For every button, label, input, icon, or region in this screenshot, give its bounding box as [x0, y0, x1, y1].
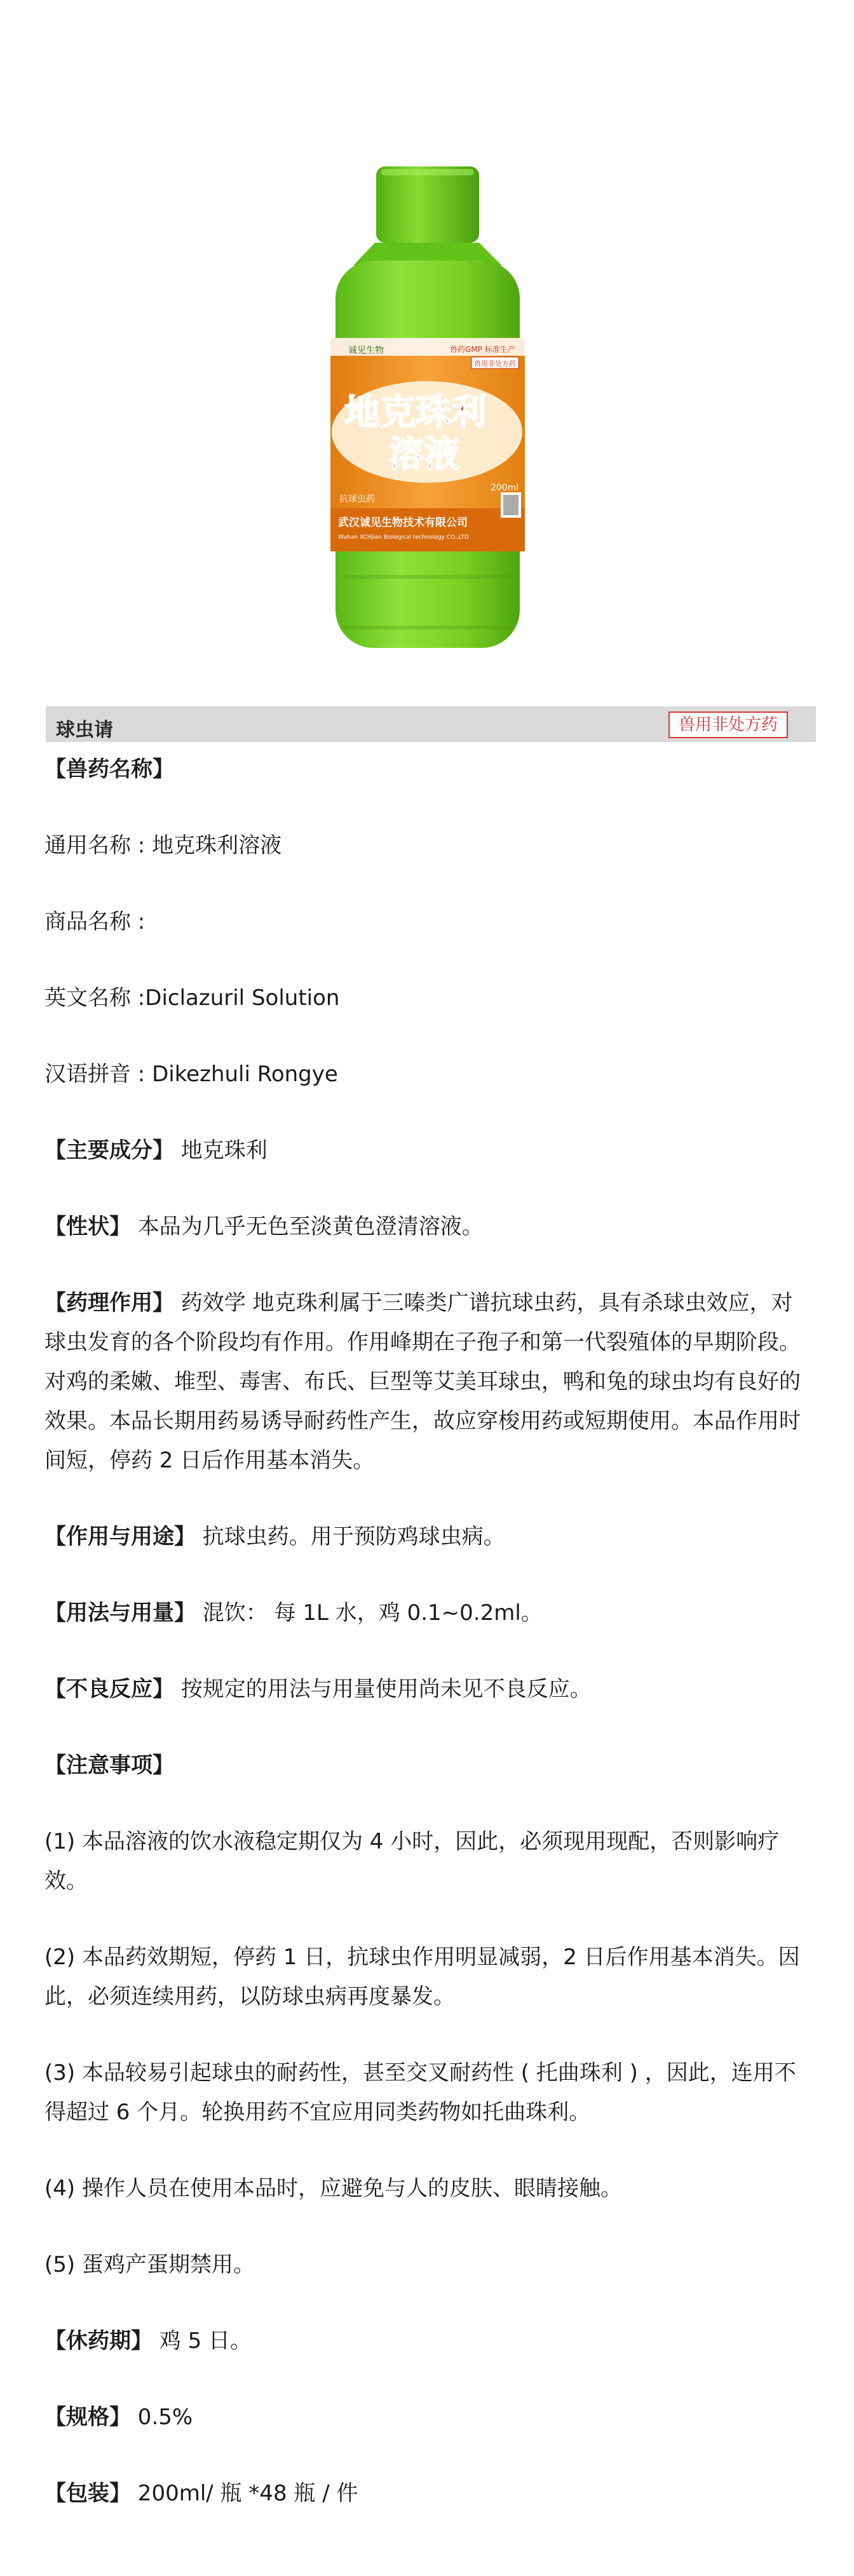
vet-name-heading: 【兽药名称】 — [44, 757, 174, 782]
pharmacology-value: 药效学 地克珠利属于三嗪类广谱抗球虫药，具有杀球虫效应，对球虫发育的各个阶段均有作用。作用峰期在子孢子和第一代裂殖体的早期阶段。对鸡的柔嫩、堆型、毒害、布氏、巨型等艾美耳球虫，鸭和兔的球虫均有良好的效果。本品长期用药易诱导耐药性产生，故应穿梭用药或短期使用。本品作用时间短，停药 2 日后作用基本消失。 — [44, 1290, 801, 1473]
label-title-line2: 溶液 — [389, 434, 460, 475]
company-en: Wuhan XCHjian Biological technology CO.,LTD — [338, 534, 469, 541]
gmp-text: 兽药GMP 标准生产 — [450, 345, 515, 354]
ingredients — [44, 1131, 813, 1170]
ingredients-value: 地克珠利 — [174, 1138, 268, 1163]
character — [44, 1207, 813, 1246]
package-value: 200ml/ 瓶 *48 瓶 / 件 — [131, 2481, 358, 2506]
trade-name: 商品名称 : — [44, 909, 146, 934]
note-2: (2) 本品药效期短，停药 1 日，抗球虫作用明显减弱，2 日后作用基本消失。因此，必须连续用药，以防球虫病再度暴发。 — [44, 1945, 800, 2009]
product-image — [0, 0, 854, 705]
drug-instructions — [44, 750, 813, 2550]
category-text: 抗球虫药 — [339, 494, 375, 504]
character-label: 【性状】 — [44, 1214, 131, 1239]
usage-value: 抗球虫药。用于预防鸡球虫病。 — [196, 1524, 505, 1549]
dosage — [44, 1593, 813, 1633]
withdrawal-period — [44, 2321, 813, 2361]
rx-badge: 兽用非处方药 — [668, 711, 788, 738]
brand-text: 诚见生物 — [348, 346, 384, 356]
volume-text: 200ml — [491, 483, 519, 493]
withdrawal-value: 鸡 5 日。 — [152, 2328, 252, 2354]
ingredients-label: 【主要成分】 — [44, 1138, 174, 1163]
specification — [44, 2397, 813, 2437]
bottle-cap — [376, 166, 479, 243]
usage — [44, 1517, 813, 1556]
adverse-reactions — [44, 1669, 813, 1709]
note-3: (3) 本品较易引起球虫的耐药性，甚至交叉耐药性 ( 托曲珠利 ) ，因此，连用不得超过 6 个月。轮换用药不宜应用同类药物如托曲珠利。 — [44, 2060, 796, 2125]
pinyin-name: 汉语拼音 : Dikezhuli Rongye — [44, 1062, 338, 1087]
generic-name: 通用名称 : 地克珠利溶液 — [44, 833, 282, 858]
company-cn: 武汉诚见生物技术有限公司 — [338, 516, 468, 529]
spec-value: 0.5% — [131, 2404, 193, 2430]
spec-label: 【规格】 — [44, 2404, 131, 2430]
pharmacology — [44, 1283, 813, 1480]
adverse-label: 【不良反应】 — [44, 1676, 174, 1702]
bottle-illustration — [0, 0, 854, 705]
english-name: 英文名称 :Diclazuril Solution — [44, 985, 340, 1011]
pharmacology-label: 【药理作用】 — [44, 1290, 174, 1316]
dosage-label: 【用法与用量】 — [44, 1600, 196, 1626]
note-1: (1) 本品溶液的饮水液稳定期仅为 4 小时，因此，必须现用现配，否则影响疗效。 — [44, 1829, 780, 1894]
header-title: 球虫请 — [56, 719, 113, 741]
character-value: 本品为几乎无色至淡黄色澄清溶液。 — [131, 1214, 484, 1239]
note-5: (5) 蛋鸡产蛋期禁用。 — [44, 2252, 255, 2277]
adverse-value: 按规定的用法与用量使用尚未见不良反应。 — [174, 1676, 592, 1702]
label-badge: 兽用非处方药 — [474, 360, 516, 368]
packaging — [44, 2474, 813, 2513]
section-header-bar — [46, 706, 816, 742]
usage-label: 【作用与用途】 — [44, 1524, 196, 1549]
package-label: 【包装】 — [44, 2481, 131, 2506]
note-4: (4) 操作人员在使用本品时，应避免与人的皮肤、眼睛接触。 — [44, 2176, 622, 2201]
dosage-value: 混饮： 每 1L 水，鸡 0.1~0.2ml。 — [196, 1600, 543, 1626]
withdrawal-label: 【休药期】 — [44, 2328, 152, 2354]
label-title-line1: 地克珠利 — [344, 392, 487, 433]
notes-heading: 【注意事项】 — [44, 1753, 174, 1778]
